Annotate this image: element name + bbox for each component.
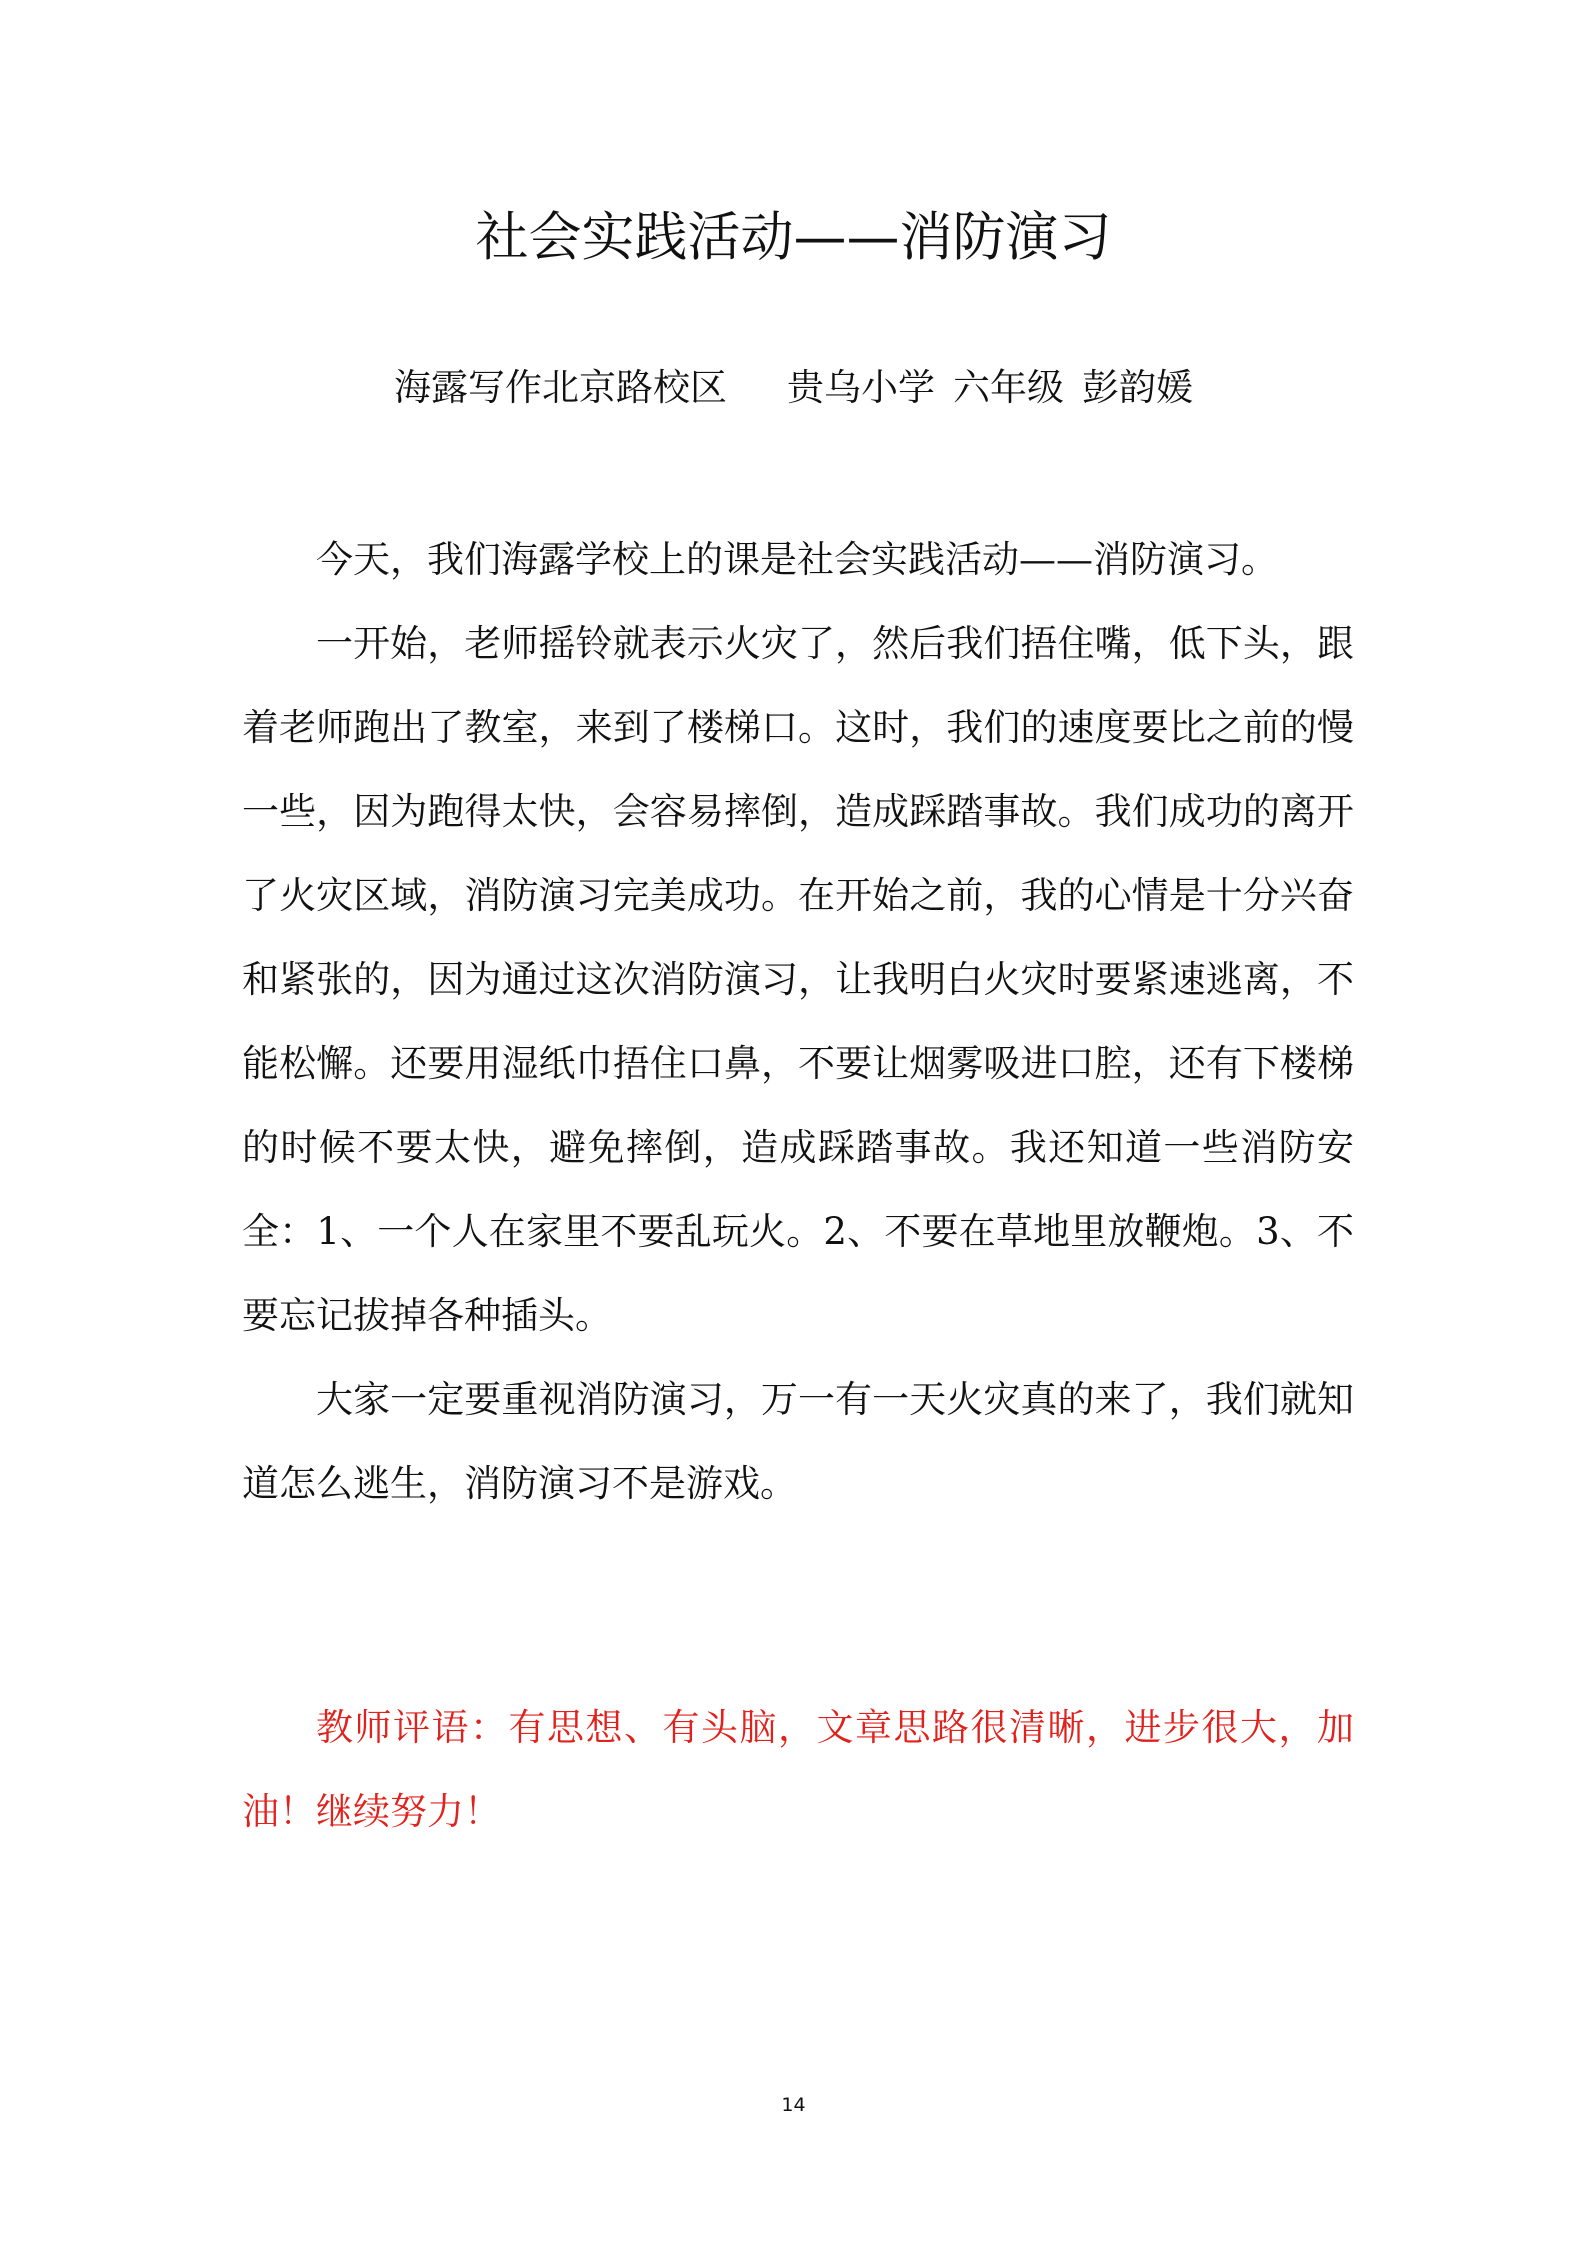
byline-author: 彭韵媛 bbox=[1082, 366, 1193, 409]
byline-campus: 海露写作北京路校区 bbox=[394, 366, 727, 409]
byline-school: 贵乌小学 bbox=[787, 366, 935, 409]
paragraph: 今天，我们海露学校上的课是社会实践活动——消防演习。 bbox=[316, 538, 1278, 581]
teacher-comment: 教师评语：有思想、有头脑，文章思路很清晰，进步很大，加油！继续努力！ bbox=[242, 1706, 1354, 1833]
paragraph: 一开始，老师摇铃就表示火灾了，然后我们捂住嘴，低下头，跟着老师跑出了教室，来到了楼梯口。这时，我们的速度要比之前的慢一些，因为跑得太快，会容易摔倒，造成踩踏事故。我们成功的离开了火灾区域，消防演习完美成功。在开始之前，我的心情是十分兴奋和紧张的，因为通过这次消防演习，让我明白火灾时要紧速逃离，不能松懈。还要用湿纸巾捂住口鼻，不要让烟雾吸进口腔，还有下楼梯的时候不要太快，避免摔倒，造成踩踏事故。我还知道一些消防安全：1、一个人在家里不要乱玩火。2、不要在草地里放鞭炮。3、不要忘记拔掉各种插头。 bbox=[242, 622, 1354, 1337]
page-number: 14 bbox=[781, 2094, 806, 2116]
page-title: 社会实践活动——消防演习 bbox=[475, 207, 1112, 268]
paragraph: 大家一定要重视消防演习，万一有一天火灾真的来了，我们就知道怎么逃生，消防演习不是游戏。 bbox=[242, 1378, 1354, 1505]
byline bbox=[0, 358, 1587, 418]
essay-body bbox=[242, 518, 1354, 1526]
byline-grade: 六年级 bbox=[953, 366, 1064, 409]
